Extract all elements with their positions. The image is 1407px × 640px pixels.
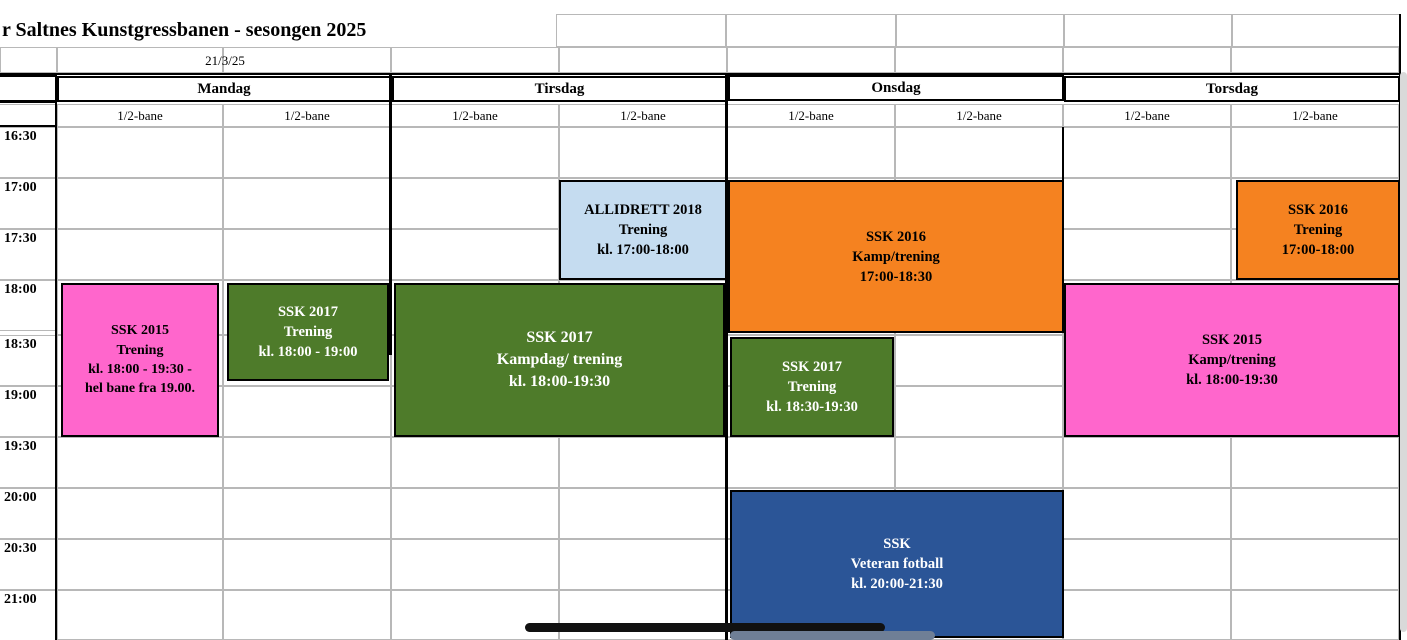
header-bottom-rule2 bbox=[0, 125, 57, 127]
slot-cell[interactable] bbox=[223, 127, 391, 178]
time-label-2030: 20:30 bbox=[0, 539, 56, 590]
subheader-corner bbox=[0, 104, 57, 127]
slot-cell[interactable] bbox=[57, 127, 223, 178]
header-bottom-rule bbox=[0, 101, 57, 103]
event-line: Kampdag/ trening bbox=[496, 350, 623, 368]
event-line: Veteran fotball bbox=[850, 556, 944, 572]
slot-cell[interactable] bbox=[223, 488, 391, 539]
slot-cell[interactable] bbox=[1063, 178, 1231, 229]
slot-cell[interactable] bbox=[223, 437, 391, 488]
slot-cell[interactable] bbox=[1063, 488, 1231, 539]
time-label-1930: 19:30 bbox=[0, 437, 56, 488]
event-line: SSK 2015 bbox=[1201, 332, 1263, 348]
slot-cell[interactable] bbox=[895, 127, 1063, 178]
event-ssk-veteran[interactable] bbox=[730, 490, 1064, 638]
event-ssk-2016-onsdag[interactable] bbox=[728, 180, 1064, 333]
subheader-torsdag-half2: 1/2-bane bbox=[1231, 104, 1399, 127]
slot-cell[interactable] bbox=[223, 539, 391, 590]
slot-cell[interactable] bbox=[559, 437, 727, 488]
subheader-mandag-half1: 1/2-bane bbox=[57, 104, 223, 127]
date-row-corner[interactable] bbox=[0, 47, 57, 73]
slot-cell[interactable] bbox=[391, 437, 559, 488]
column-divider bbox=[389, 75, 392, 355]
event-line: Trening bbox=[787, 379, 837, 395]
event-line: 17:00-18:30 bbox=[859, 268, 933, 285]
event-ssk-2017-mandag[interactable] bbox=[227, 283, 389, 381]
subheader-tirsdag-half1: 1/2-bane bbox=[391, 104, 559, 127]
event-line: ALLIDRETT 2018 bbox=[584, 202, 702, 218]
time-label-1900: 19:00 bbox=[0, 386, 56, 437]
event-line: SSK 2016 bbox=[1287, 202, 1349, 218]
slot-cell[interactable] bbox=[1231, 539, 1399, 590]
page-title: r Saltnes Kunstgressbanen - sesongen 2025 bbox=[2, 18, 367, 41]
date-row-cell[interactable] bbox=[1231, 47, 1399, 73]
date-row-cell[interactable] bbox=[559, 47, 727, 73]
slot-cell[interactable] bbox=[223, 178, 391, 229]
header-top-rule bbox=[0, 73, 1400, 75]
time-label-1730: 17:30 bbox=[0, 229, 56, 280]
slot-cell[interactable] bbox=[1063, 127, 1231, 178]
event-line: kl. 18:00-19:30 bbox=[508, 373, 611, 391]
event-line: kl. 18:00-19:30 bbox=[1186, 372, 1278, 388]
event-allidrett-2018[interactable] bbox=[559, 180, 727, 280]
slot-cell[interactable] bbox=[895, 386, 1063, 437]
event-line: Trening bbox=[116, 342, 164, 358]
day-header-torsdag[interactable]: Torsdag bbox=[1064, 76, 1400, 102]
event-line: kl. 18:30-19:30 bbox=[766, 399, 858, 415]
slot-cell[interactable] bbox=[57, 488, 223, 539]
day-header-onsdag[interactable]: Onsdag bbox=[728, 75, 1064, 101]
event-line: kl. 18:00 - 19:30 - bbox=[88, 362, 192, 377]
top-blank-cell[interactable] bbox=[896, 14, 1064, 47]
slot-cell[interactable] bbox=[1231, 488, 1399, 539]
time-column-divider bbox=[55, 75, 57, 640]
slot-cell[interactable] bbox=[1063, 229, 1231, 280]
event-line: SSK 2016 bbox=[865, 228, 927, 245]
time-label-1700: 17:00 bbox=[0, 178, 56, 229]
slot-cell[interactable] bbox=[223, 229, 391, 280]
event-ssk-2017-tirsdag[interactable] bbox=[394, 283, 725, 437]
time-column-header bbox=[0, 75, 57, 102]
time-label-1830: 18:30 bbox=[0, 335, 56, 386]
slot-cell[interactable] bbox=[895, 335, 1063, 386]
time-label-1630: 16:30 bbox=[0, 127, 56, 178]
event-ssk-2017-onsdag[interactable] bbox=[730, 337, 894, 437]
date-row-cell[interactable] bbox=[727, 47, 895, 73]
date-row-cell[interactable] bbox=[1063, 47, 1231, 73]
top-blank-cell[interactable] bbox=[1232, 14, 1400, 47]
top-blank-cell[interactable] bbox=[726, 14, 896, 47]
slot-cell[interactable] bbox=[895, 437, 1063, 488]
event-line: SSK 2017 bbox=[781, 359, 843, 375]
horizontal-scroll-thumb-secondary[interactable] bbox=[730, 631, 935, 640]
slot-cell[interactable] bbox=[1063, 539, 1231, 590]
slot-cell[interactable] bbox=[391, 178, 559, 229]
event-ssk-2015-mandag[interactable] bbox=[61, 283, 219, 437]
subheader-onsdag-half1: 1/2-bane bbox=[727, 104, 895, 127]
slot-cell[interactable] bbox=[559, 127, 727, 178]
event-line: hel bane fra 19.00. bbox=[84, 381, 196, 397]
time-label-2100: 21:00 bbox=[0, 590, 56, 640]
date-row-cell[interactable] bbox=[895, 47, 1063, 73]
slot-cell[interactable] bbox=[1063, 437, 1231, 488]
event-line: Trening bbox=[283, 324, 333, 340]
date-label: 21/3/25 bbox=[205, 53, 245, 68]
subheader-torsdag-half1: 1/2-bane bbox=[1063, 104, 1231, 127]
slot-cell[interactable] bbox=[223, 386, 391, 437]
event-line: SSK bbox=[883, 536, 911, 552]
slot-cell[interactable] bbox=[391, 127, 559, 178]
event-line: kl. 17:00-18:00 bbox=[597, 242, 689, 258]
slot-cell[interactable] bbox=[559, 488, 727, 539]
event-line: Kamp/trening bbox=[852, 248, 940, 265]
slot-cell[interactable] bbox=[559, 539, 727, 590]
event-line: 17:00-18:00 bbox=[1281, 242, 1355, 258]
top-blank-cell[interactable] bbox=[1064, 14, 1232, 47]
day-header-tirsdag[interactable]: Tirsdag bbox=[392, 76, 727, 102]
subheader-onsdag-half2: 1/2-bane bbox=[895, 104, 1063, 127]
top-blank-cell[interactable] bbox=[556, 14, 726, 47]
slot-cell[interactable] bbox=[57, 178, 223, 229]
slot-cell[interactable] bbox=[57, 437, 223, 488]
event-ssk-2016-torsdag[interactable] bbox=[1236, 180, 1400, 280]
event-line: kl. 18:00 - 19:00 bbox=[258, 344, 358, 360]
slot-cell[interactable] bbox=[391, 539, 559, 590]
slot-cell[interactable] bbox=[1231, 127, 1399, 178]
slot-cell[interactable] bbox=[727, 127, 895, 178]
slot-cell[interactable] bbox=[391, 488, 559, 539]
horizontal-scrollbar[interactable] bbox=[0, 631, 1407, 640]
event-line: Trening bbox=[1293, 222, 1343, 238]
event-line: kl. 20:00-21:30 bbox=[851, 576, 943, 592]
event-line: SSK 2017 bbox=[277, 304, 339, 320]
event-line: SSK 2015 bbox=[111, 323, 169, 339]
slot-cell[interactable] bbox=[727, 437, 895, 488]
event-line: Trening bbox=[618, 222, 668, 238]
date-row-cell[interactable] bbox=[391, 47, 559, 73]
event-line: SSK 2017 bbox=[526, 328, 593, 346]
event-line: Kamp/trening bbox=[1188, 352, 1276, 368]
slot-cell[interactable] bbox=[57, 539, 223, 590]
day-header-mandag[interactable]: Mandag bbox=[57, 76, 391, 102]
subheader-tirsdag-half2: 1/2-bane bbox=[559, 104, 727, 127]
slot-cell[interactable] bbox=[57, 229, 223, 280]
subheader-mandag-half2: 1/2-bane bbox=[223, 104, 391, 127]
event-ssk-2015-torsdag[interactable] bbox=[1064, 283, 1400, 437]
vertical-scrollbar[interactable] bbox=[1400, 72, 1407, 632]
slot-cell[interactable] bbox=[1231, 437, 1399, 488]
column-divider bbox=[725, 75, 728, 640]
time-label-2000: 20:00 bbox=[0, 488, 56, 539]
slot-cell[interactable] bbox=[391, 229, 559, 280]
time-label-1800: 18:00 bbox=[0, 280, 56, 331]
